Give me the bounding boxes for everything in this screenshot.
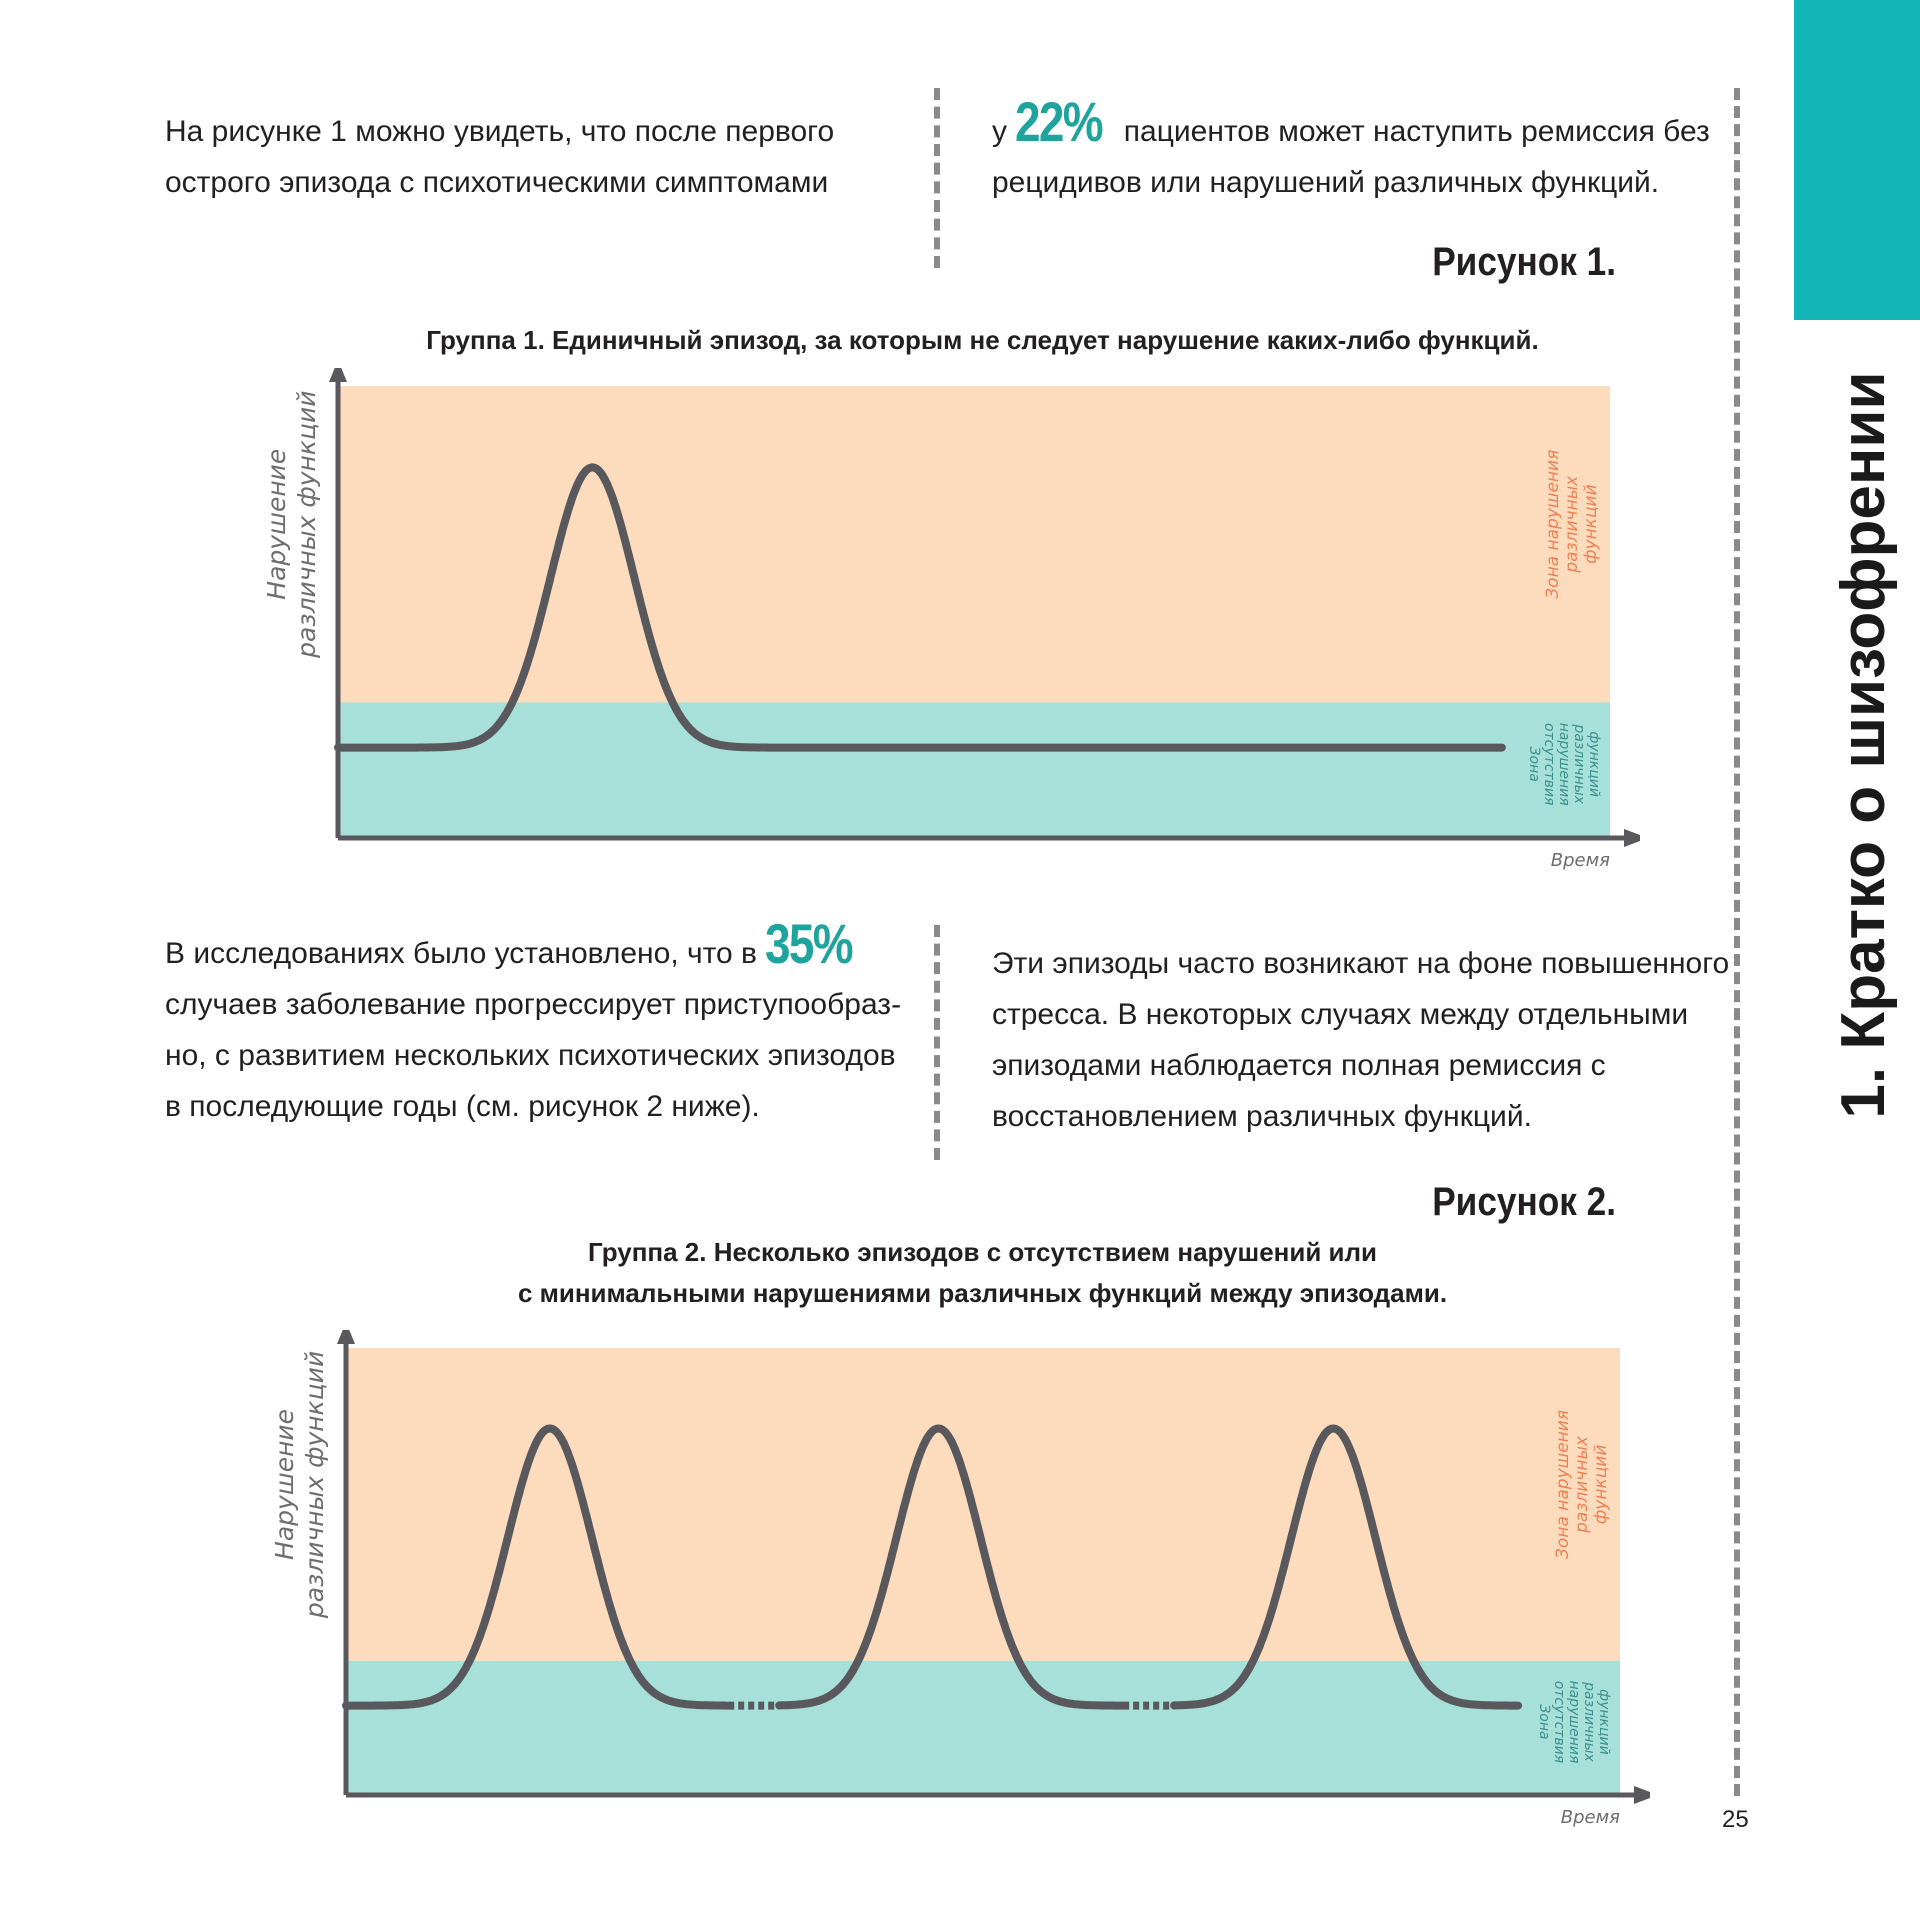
no-impairment-zone-label: Зонаотсутствиянарушенияразличныхфункций (1536, 1680, 1612, 1764)
figure2-caption-line2: с минимальными нарушениями различных функций между эпизодами. (517, 1278, 1448, 1308)
column-divider-mid (934, 925, 940, 1160)
column-divider-top (934, 88, 940, 268)
y-axis-arrow (337, 1330, 355, 1344)
y-axis-label: Нарушениеразличных функций (270, 1350, 329, 1619)
top-right-paragraph (992, 90, 1732, 208)
no-impairment-zone-label: Зонаотсутствиянарушенияразличныхфункций (1526, 722, 1602, 806)
x-axis-arrow (1634, 1786, 1650, 1804)
impairment-zone (346, 1348, 1620, 1661)
figure2-label: Рисунок 2. (1432, 1180, 1616, 1224)
x-axis-arrow (1624, 829, 1640, 847)
mid-right-paragraph: Эти эпизоды часто возникают на фоне повышенного стресса. В некоторых случаях между отдельными эпизодами наблюдается полная ремиссия с восстановлением различных функций. (992, 947, 1730, 1133)
x-axis-label: Время (1550, 850, 1610, 871)
section-title: 1. Кратко о шизофрении (1829, 371, 1898, 1119)
impairment-zone-label: Зона нарушенияразличныхфункций (1543, 449, 1601, 599)
stat-prefix: у (992, 115, 1007, 148)
stat-22-percent: 22% (1015, 90, 1103, 153)
x-axis-label: Время (1560, 1807, 1620, 1828)
figure2-caption (300, 1232, 1665, 1314)
figure1-chart (250, 368, 1640, 883)
stat-35-percent: 35% (765, 912, 853, 975)
top-left-paragraph: На рисунке 1 можно увидеть, что после первого острого эпизода с психотическими симптомами (165, 115, 835, 199)
impairment-zone-label: Зона нарушенияразличныхфункций (1553, 1409, 1611, 1559)
figure1-label: Рисунок 1. (1432, 240, 1616, 284)
stat-suffix: пациентов может наступить ремиссия без рецидивов или нарушений различных функций. (992, 115, 1710, 199)
y-axis-label: Нарушениеразличных функций (262, 390, 321, 658)
figure2-caption-line1: Группа 2. Несколько эпизодов с отсутствием нарушений или (587, 1237, 1378, 1267)
side-divider (1734, 88, 1740, 1796)
stat-suffix: случаев заболевание прогрессирует приступообразно, с развитием нескольких психотических эпизодов в последующие годы (см. рисунок 2 ниже). (165, 988, 902, 1123)
no-impairment-zone (338, 702, 1610, 838)
figure2-chart (258, 1330, 1650, 1840)
y-axis-arrow (329, 368, 347, 382)
stat-prefix: В исследованиях было установлено, что в (165, 937, 766, 970)
figure1-caption: Группа 1. Единичный эпизод, за которым не следует нарушение каких-либо функций. (426, 325, 1539, 355)
page-number: 25 (1722, 1806, 1749, 1833)
mid-left-paragraph (165, 912, 905, 1132)
